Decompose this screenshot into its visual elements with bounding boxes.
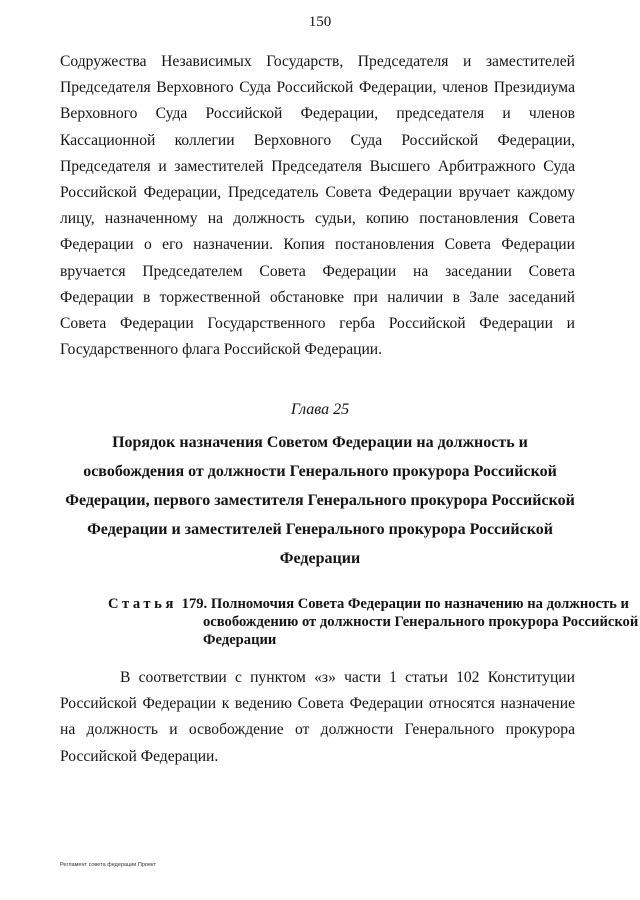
article-title: 179. Полномочия Совета Федерации по назначению на должность и освобождению от должности Генерального прокурора Российской Федерации	[181, 596, 639, 649]
article-label: Статья	[108, 596, 177, 612]
article-heading	[108, 595, 640, 650]
paragraph-judges-appointment: Содружества Независимых Государств, Председателя и заместителей Председателя Верховного Суда Российской Федерации, членов Президиума Верховного Суда Российской Федерации, председателя и членов Кассационной коллегии Верховного Суда Российской Федерации, Председателя и заместителей Председателя Высшего Арбитражного Суда Российской Федерации, Председатель Совета Федерации вручает каждому лицу, назначенному на должность судьи, копию постановления Совета Федерации о его назначении. Копия постановления Совета Федерации вручается Председателем Совета Федерации на заседании Совета Федерации в торжественной обстановке при наличии в Зале заседаний Совета Федерации Государственного герба Российской Федерации и Государственного флага Российской Федерации.	[60, 53, 575, 359]
chapter-label: Глава 25	[290, 401, 350, 418]
footer-note: Регламент совета федерации Проект	[60, 862, 157, 868]
paragraph-prosecutor-jurisdiction: В соответствии с пунктом «з» части 1 статьи 102 Конституции Российской Федерации к ведению Совета Федерации относятся назначение на должность и освобождение от должности Генерального прокурора Российской Федерации.	[60, 669, 575, 765]
page-number: 150	[308, 14, 332, 30]
chapter-title: Порядок назначения Советом Федерации на должность и освобождения от должности Генерального прокурора Российской Федерации, первого заместителя Генерального прокурора Российской Федерации и заместителей Генерального прокурора Российской Федерации	[65, 434, 575, 567]
